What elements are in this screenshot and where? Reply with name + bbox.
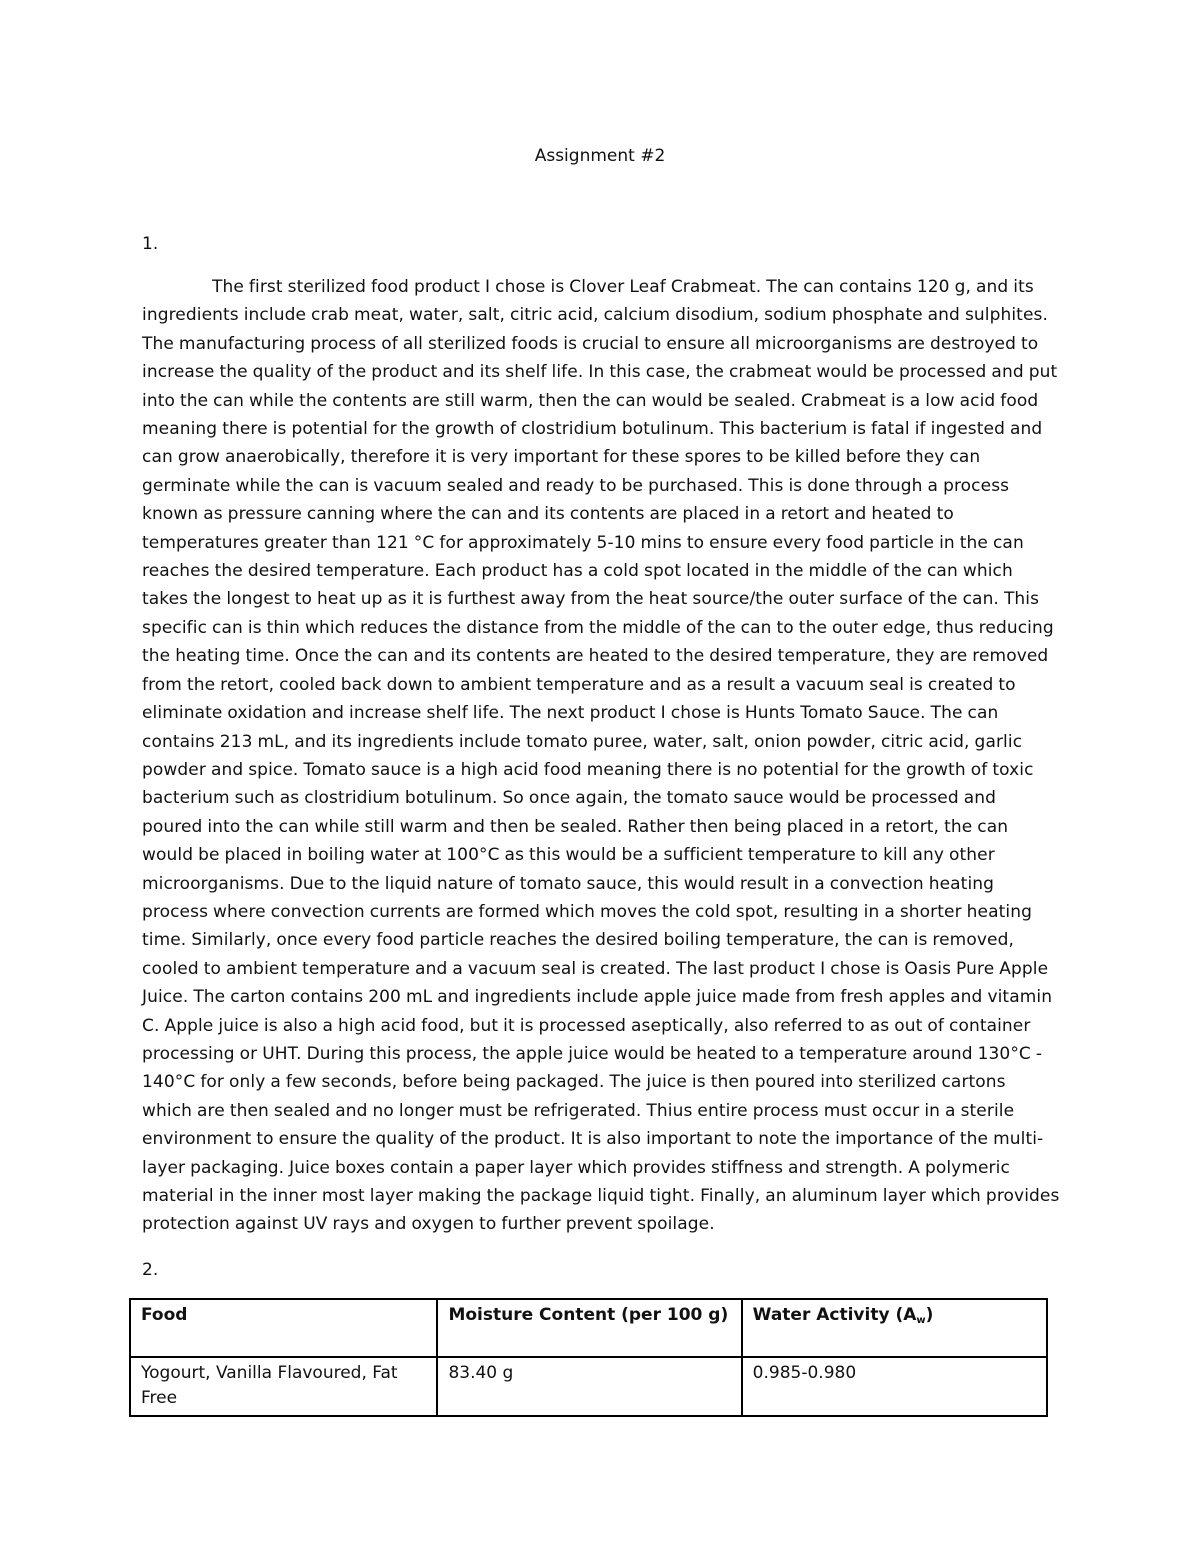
header-water-activity	[742, 1299, 1047, 1357]
header-moisture-content: Moisture Content (per 100 g)	[437, 1299, 741, 1357]
table-header-row	[130, 1299, 1047, 1357]
document-title: Assignment #2	[534, 146, 666, 166]
question-1-paragraph: The first sterilized food product I chose is Clover Leaf Crabmeat. The can contains 120 g, and its ingredients include crab meat, water, salt, citric acid, calcium disodium, sodium phosphate and sulphites. The manufacturing process of all sterilized foods is crucial to ensure all microorganisms are destroyed to increase the quality of the product and its shelf life. In this case, the crabmeat would be processed and put into the can while the contents are still warm, then the can would be sealed. Crabmeat is a low acid food meaning there is potential for the growth of clostridium botulinum. This bacterium is fatal if ingested and can grow anaerobically, therefore it is very important for these spores to be killed before they can germinate while the can is vacuum sealed and ready to be purchased. This is done through a process known as pressure canning where the can and its contents are placed in a retort and heated to temperatures greater than 121 °C for approximately 5-10 mins to ensure every food particle in the can reaches the desired temperature. Each product has a cold spot located in the middle of the can which takes the longest to heat up as it is furthest away from the heat source/the outer surface of the can. This specific can is thin which reduces the distance from the middle of the can to the outer edge, thus reducing the heating time. Once the can and its contents are heated to the desired temperature, they are removed from the retort, cooled back down to ambient temperature and as a result a vacuum seal is created to eliminate oxidation and increase shelf life. The next product I chose is Hunts Tomato Sauce. The can contains 213 mL, and its ingredients include tomato puree, water, salt, onion powder, citric acid, garlic powder and spice. Tomato sauce is a high acid food meaning there is no potential for the growth of toxic bacterium such as clostridium botulinum. So once again, the tomato sauce would be processed and poured into the can while still warm and then be sealed. Rather then being placed in a retort, the can would be placed in boiling water at 100°C as this would be a sufficient temperature to kill any other microorganisms. Due to the liquid nature of tomato sauce, this would result in a convection heating process where convection currents are formed which moves the cold spot, resulting in a shorter heating time. Similarly, once every food particle reaches the desired boiling temperature, the can is removed, cooled to ambient temperature and a vacuum seal is created. The last product I chose is Oasis Pure Apple Juice. The carton contains 200 mL and ingredients include apple juice made from fresh apples and vitamin C. Apple juice is also a high acid food, but it is processed aseptically, also referred to as out of container processing or UHT. During this process, the apple juice would be heated to a temperature around 130°C - 140°C for only a few seconds, before being packaged. The juice is then poured into sterilized cartons which are then sealed and no longer must be refrigerated. Thius entire process must occur in a sterile environment to ensure the quality of the product. It is also important to note the importance of the multi-layer packaging. Juice boxes contain a paper layer which provides stiffness and strength. A polymeric material in the inner most layer making the package liquid tight. Finally, an aluminum layer which provides protection against UV rays and oxygen to further prevent spoilage.	[142, 277, 1060, 1235]
header-water-activity-suffix: )	[925, 1305, 934, 1325]
cell-food: Yogourt, Vanilla Flavoured, Fat Free	[130, 1357, 437, 1416]
moisture-water-activity-table	[129, 1298, 1048, 1417]
header-water-activity-subscript: w	[916, 1315, 926, 1326]
cell-water-activity: 0.985-0.980	[742, 1357, 1047, 1416]
header-food: Food	[130, 1299, 437, 1357]
table-row	[130, 1357, 1047, 1416]
cell-moisture-content: 83.40 g	[437, 1357, 741, 1416]
question-2-number: 2.	[142, 1260, 159, 1280]
question-1-number: 1.	[142, 234, 159, 254]
header-water-activity-prefix: Water Activity (A	[752, 1305, 917, 1325]
